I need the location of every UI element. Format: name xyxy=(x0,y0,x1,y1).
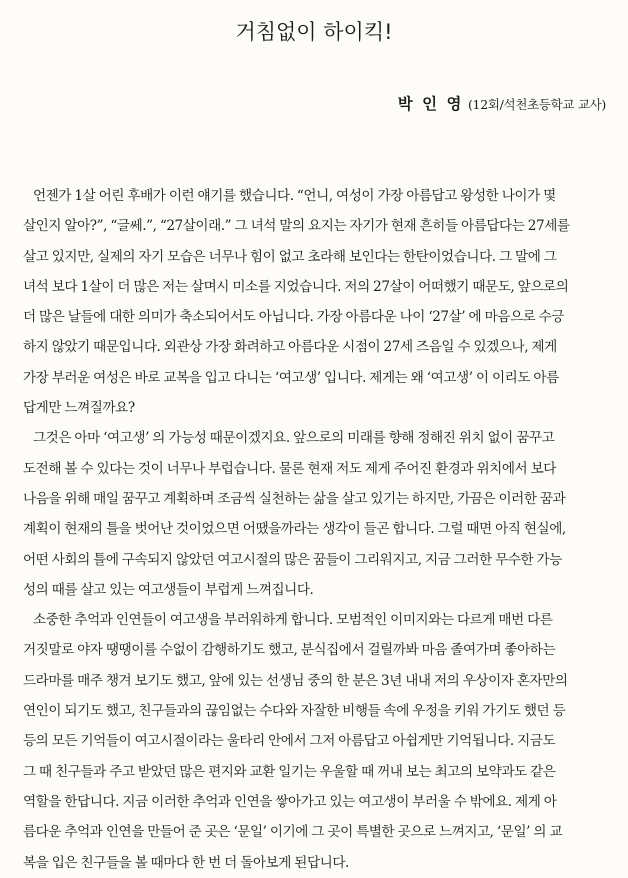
text-line: 그 때 친구들과 주고 받았던 많은 편지와 교환 일기는 우울할 때 꺼내 보는 최고의 보약과도 같은 xyxy=(23,763,556,780)
author-affiliation: (12회/석천초등학교 교사) xyxy=(467,97,606,112)
text-line: 그것은 아마 ‘여고생’ 의 가능성 때문이겠지요. 앞으로의 미래를 향해 정해진 위치 없이 꿈꾸고 xyxy=(33,430,555,447)
text-line: 가장 부러운 여성은 바로 교복을 입고 다니는 ‘여고생’ 입니다. 제게는 왜 ‘여고생’ 이 이리도 아름 xyxy=(23,369,559,386)
text-line: 살고 있지만, 실제의 자기 모습은 너무나 힘이 없고 초라해 보인다는 한탄이었습니다. 그 말에 그 xyxy=(23,248,557,265)
text-line: 거짓말로 야자 땡땡이를 수없이 감행하기도 했고, 분식집에서 걸릴까봐 마음 졸여가며 좋아하는 xyxy=(23,642,556,659)
text-line: 살인지 알아?”, “글쎄.”, “27살이래.” 그 녀석 말의 요지는 자기가 현재 흔히들 아름답다는 27세를 xyxy=(23,218,570,235)
text-line: 나음을 위해 매일 꿈꾸고 계획하며 조금씩 실천하는 삶을 살고 있기는 하지만, 가끔은 이러한 꿈과 xyxy=(23,490,566,507)
text-line: 등의 모든 기억들이 여고시절이라는 울타리 안에서 그저 아름답고 아쉽게만 기억됩니다. 지금도 xyxy=(23,733,556,750)
text-line: 하지 않았기 때문입니다. 외관상 가장 화려하고 아름다운 시점이 27세 즈음일 수 있겠으나, 제게 xyxy=(23,339,557,356)
text-line: 드라마를 매주 챙겨 보기도 했고, 앞에 있는 선생님 중의 한 분은 3년 내내 저의 우상이자 혼자만의 xyxy=(23,672,568,689)
text-line: 연인이 되기도 했고, 친구들과의 끊임없는 수다와 자잘한 비행들 속에 우정을 키워 가기도 했던 등 xyxy=(23,703,566,720)
text-line: 복을 입은 친구들을 볼 때마다 한 번 더 돌아보게 된답니다. xyxy=(23,854,349,871)
text-line: 소중한 추억과 인연들이 여고생을 부러워하게 합니다. 모범적인 이미지와는 다르게 매번 다른 xyxy=(33,612,553,629)
text-line: 어떤 사회의 틀에 구속되지 않았던 여고시절의 많은 꿈들이 그리워지고, 지금 그러한 무수한 가능 xyxy=(23,551,562,568)
text-line: 역할을 한답니다. 지금 이러한 추억과 인연을 쌓아가고 있는 여고생이 부러울 수 밖에요. 제게 아 xyxy=(23,793,557,810)
text-line: 계획이 현재의 틀을 벗어난 것이었으면 어땠을까라는 생각이 들곤 합니다. 그럴 때면 아직 현실에, xyxy=(23,521,566,538)
text-line: 더 많은 날들에 대한 의미가 축소되어서도 아닙니다. 가장 아름다운 나이 ‘27살’ 에 마음으로 수긍 xyxy=(23,309,565,326)
text-line: 답게만 느껴질까요? xyxy=(23,400,135,417)
text-line: 언젠가 1살 어린 후배가 이런 얘기를 했습니다. “언니, 여성이 가장 아름답고 왕성한 나이가 몇 xyxy=(33,188,556,204)
essay-title: 거침없이 하이킥! xyxy=(235,20,393,44)
author-line xyxy=(398,92,606,114)
author-name: 박 인 영 xyxy=(397,95,464,113)
text-line: 성의 때를 살고 있는 여고생들이 부럽게 느껴집니다. xyxy=(23,581,314,598)
essay-body xyxy=(23,181,624,878)
text-line: 도전해 볼 수 있다는 것이 너무나 부럽습니다. 물론 현재 저도 제게 주어진 환경과 위치에서 보다 xyxy=(23,460,556,477)
text-line: 녀석 보다 1살이 더 많은 저는 살며시 미소를 지었습니다. 저의 27살이 어떠했기 때문도, 앞으로의 xyxy=(23,278,569,295)
text-line: 름다운 추억과 인연을 만들어 준 곳은 ‘문일’ 이기에 그 곳이 특별한 곳으로 느껴지고, ‘문일’ 의 교 xyxy=(23,824,563,841)
